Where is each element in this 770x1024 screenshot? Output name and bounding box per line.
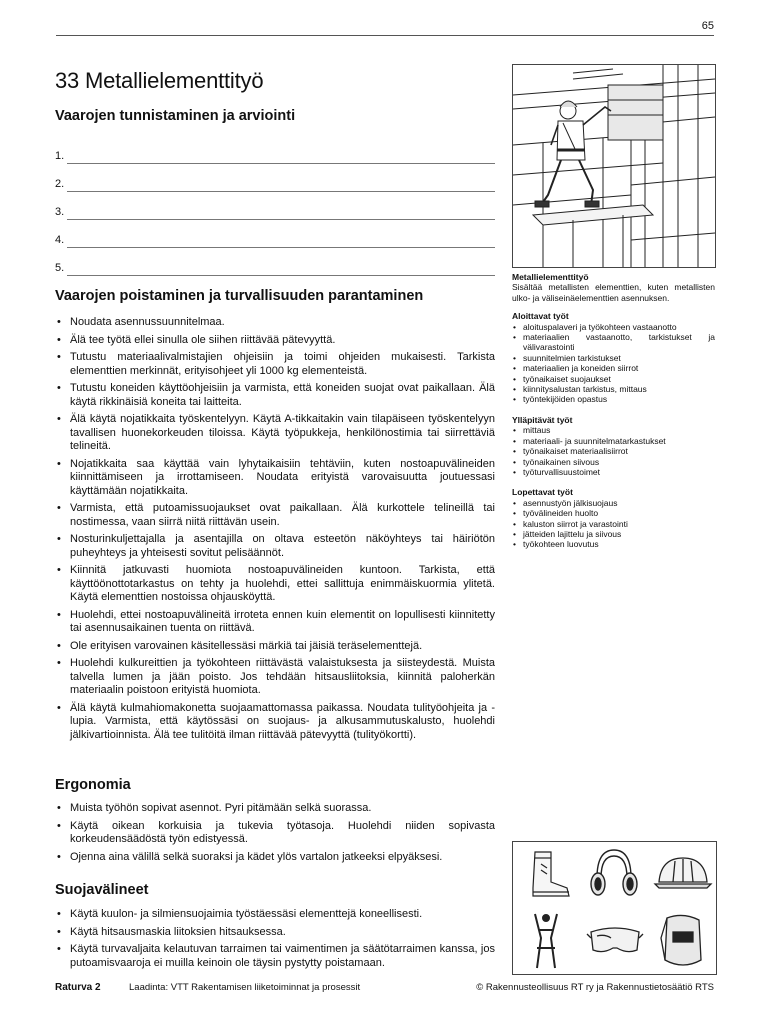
section-heading-ergonomics: Ergonomia (55, 777, 131, 793)
list-item: • Tutustu materiaalivalmistajien ohjeisiin ja toimi ohjeiden mukaisesti. Tarkista elementtien merkinnät, erityisohjeet yli 1000 kg elementeistä. (55, 351, 495, 378)
sidebar-list-item: • asennustyön jälkisuojaus (512, 498, 715, 508)
footer (55, 982, 714, 996)
write-line (67, 163, 495, 164)
ppe-list (55, 908, 495, 974)
sidebar-list-item: • työkohteen luovutus (512, 539, 715, 549)
line-number: 3. (55, 206, 65, 218)
list-item: • Muista työhön sopivat asennot. Pyri pitämään selkä suorassa. (55, 802, 495, 816)
write-line (67, 219, 495, 220)
sidebar-group-title: Lopettavat työt (512, 487, 573, 498)
safety-measures-list (55, 316, 495, 746)
sidebar-list-item: • työvälineiden huolto (512, 508, 715, 518)
list-item: • Kiinnitä jatkuvasti huomiota nostoapuvälineiden kuntoon. Tarkista, että käyttöönottotarkastus on tehty ja huolehdi, ettei sallittuja enimmäiskuormia ylitetä. Käytä elementtien nostoissa ohjausköyttä. (55, 564, 495, 605)
footer-copyright: © Rakennusteollisuus RT ry ja Rakennustietosäätiö RTS (476, 982, 714, 993)
ppe-icon-grid (512, 841, 717, 975)
page-number: 65 (701, 20, 714, 32)
sidebar-list-item: • jätteiden lajittelu ja siivous (512, 529, 715, 539)
page-title: 33 Metallielementtityö (55, 68, 264, 93)
safety-helmet-icon (649, 842, 716, 908)
line-number: 5. (55, 262, 65, 274)
section-heading-identify: Vaarojen tunnistaminen ja arviointi (55, 108, 296, 124)
list-item: • Huolehdi, ettei nostoapuvälineitä irroteta ennen kuin elementit on lopullisesti kiinnitetty tai asennusaikainen tuenta on riittävä. (55, 609, 495, 636)
line-number: 4. (55, 234, 65, 246)
list-item: • Älä käytä kulmahiomakonetta suojaamattomassa paikassa. Noudata tulityöohjeita ja -lupia. Varmista, että käytössäsi on suojaus- ja alkusammutuskalusto, huolehdi jälkivartioinnista. Älä tee tulitöitä ilman riittävää pätevyyttä (tulityökortti). (55, 702, 495, 743)
list-item: • Noudata asennussuunnitelmaa. (55, 316, 495, 330)
write-line (67, 191, 495, 192)
list-item: • Käytä oikean korkuisia ja tukevia työtasoja. Huolehdi niiden sopivasta korkeudensäädöstä työn edistyessä. (55, 820, 495, 847)
sidebar-group-title: Aloittavat työt (512, 311, 569, 322)
list-item: • Käytä kuulon- ja silmiensuojaimia työstäessäsi elementtejä koneellisesti. (55, 908, 495, 922)
line-number: 1. (55, 150, 65, 162)
write-line (67, 247, 495, 248)
line-number: 2. (55, 178, 65, 190)
sidebar-list-item: • materiaalien ja koneiden siirrot (512, 363, 715, 373)
hazard-line-2[interactable] (55, 178, 495, 194)
sidebar-list-item: • suunnitelmien tarkistukset (512, 353, 715, 363)
list-item: • Käytä hitsausmaskia liitoksien hitsauksessa. (55, 926, 495, 940)
list-item: • Tutustu koneiden käyttöohjeisiin ja varmista, että koneiden suojat ovat paikallaan. Älä käytä rikkinäisiä koneita tai laitteita. (55, 382, 495, 409)
header-rule (56, 35, 714, 36)
sidebar-title: Metallielementtityö (512, 272, 589, 282)
sidebar-list-item: • kaluston siirrot ja varastointi (512, 519, 715, 529)
list-item: • Älä käytä nojatikkaita työskentelyyn. Käytä A-tikkaitakin vain tilapäiseen työskentelyyn tavallisen huonekorkeuden tiloissa. Käytä työpukkeja, henkilönostimia tai siirrettäviä telineitä. (55, 413, 495, 454)
list-item: • Ojenna aina välillä selkä suoraksi ja kädet ylös vartalon jatkeeksi elpyäksesi. (55, 851, 495, 865)
sidebar-group-finish (512, 498, 715, 550)
sidebar-list-item: • työntekijöiden opastus (512, 394, 715, 404)
safety-goggles-icon (581, 908, 648, 974)
sidebar-list-item: • materiaali- ja suunnitelmatarkastukset (512, 436, 715, 446)
sidebar-list-item: • työturvallisuustoimet (512, 467, 715, 477)
sidebar-group-start (512, 322, 715, 405)
sidebar-group-title: Ylläpitävät työt (512, 414, 573, 425)
list-item: • Älä tee työtä ellei sinulla ole siihen riittävää pätevyyttä. (55, 334, 495, 348)
sidebar-list-item: • mittaus (512, 425, 715, 435)
footer-brand: Raturva 2 (55, 982, 101, 993)
hazard-line-1[interactable] (55, 150, 495, 166)
hazard-line-3[interactable] (55, 206, 495, 222)
scaffold-worker-icon (513, 65, 715, 267)
sidebar (512, 272, 715, 560)
ergonomics-list (55, 802, 495, 868)
sidebar-list-item: • materiaalien vastaanotto, tarkistukset ja välivarastointi (512, 332, 715, 353)
footer-author: Laadinta: VTT Rakentamisen liiketoiminnat ja prosessit (129, 982, 361, 993)
hazard-line-5[interactable] (55, 262, 495, 278)
section-heading-remove: Vaarojen poistaminen ja turvallisuuden parantaminen (55, 288, 424, 304)
list-item: • Ole erityisen varovainen käsitellessäsi märkiä tai jäisiä teräselementtejä. (55, 640, 495, 654)
list-item: • Käytä turvavaljaita kelautuvan tarraimen tai vaimentimen ja säätötarraimen kanssa, jos putoamisvaaroja ei muilla keinoin ole täysin pystytty poistamaan. (55, 943, 495, 970)
list-item: • Nosturinkuljettajalla ja asentajilla on oltava esteetön näköyhteys tai häiriötön puheyhteys ja yhteisesti sovitut pelisäännöt. (55, 533, 495, 560)
ear-muffs-icon (581, 842, 648, 908)
list-item: • Nojatikkaita saa käyttää vain lyhytaikaisiin tehtäviin, kuten nostoapuvälineiden kiinnittämiseen ja irrottamiseen. Noudata erityistä varovaisuutta joutuessasi käyttämään nojatikkaita. (55, 458, 495, 499)
sidebar-list-item: • työnaikaiset materiaalisiirrot (512, 446, 715, 456)
sidebar-intro: Sisältää metallisten elementtien, kuten metallisten ulko- ja väliseinäelementtien asennuksen. (512, 282, 715, 303)
safety-harness-icon (513, 908, 580, 974)
worker-illustration (512, 64, 716, 268)
sidebar-list-item: • kiinnitysalustan tarkistus, mittaus (512, 384, 715, 394)
sidebar-list-item: • työnaikainen siivous (512, 457, 715, 467)
welding-mask-icon (649, 908, 716, 974)
hazard-line-4[interactable] (55, 234, 495, 250)
list-item: • Huolehdi kulkureittien ja työkohteen riittävästä valaistuksesta ja siisteydestä. Muista talvella lumen ja jään poisto. Jos tehdään hitsausliitoksia, kiinnitä paloherkän materiaalin poistoon erityistä huomiota. (55, 657, 495, 698)
sidebar-list-item: • työnaikaiset suojaukset (512, 374, 715, 384)
sidebar-group-maintain (512, 425, 715, 477)
section-heading-ppe: Suojavälineet (55, 882, 149, 898)
sidebar-list-item: • aloituspalaveri ja työkohteen vastaanotto (512, 322, 715, 332)
safety-boot-icon (513, 842, 580, 908)
write-line (67, 275, 495, 276)
list-item: • Varmista, että putoamissuojaukset ovat paikallaan. Älä kurkottele telineillä tai nostimessa, vaan siirrä niitä riittävän usein. (55, 502, 495, 529)
